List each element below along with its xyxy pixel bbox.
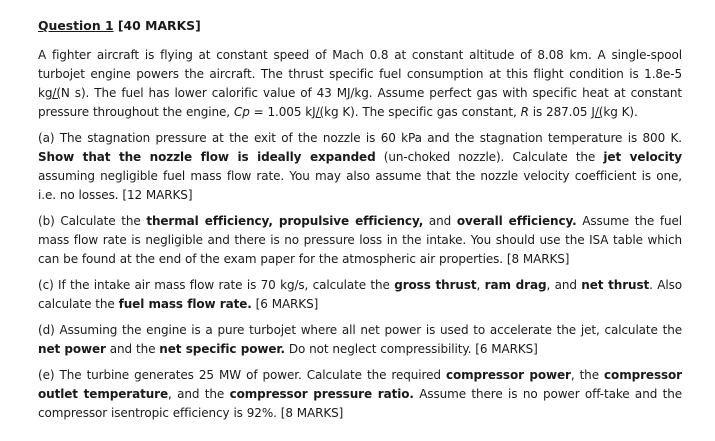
text-run: ,: [476, 278, 485, 292]
text-run: assuming negligible fuel mass flow rate. You may also assume that the nozzle velocity coefficient is one, i.e. no losses. [12 MARKS]: [38, 169, 682, 202]
text-run: N s). The fuel has lower calorific value of 43 MJ/kg. Assume perfect gas with specific heat at constant pressure throughout the engine,: [38, 86, 682, 119]
text-run: (d) Assuming the engine is a pure turbojet where all net power is used to accelerate the jet, calculate the: [38, 323, 682, 337]
part-c-paragraph: [38, 276, 682, 314]
part-b-paragraph: [38, 212, 682, 269]
part-e-paragraph: [38, 366, 682, 423]
part-d-paragraph: [38, 321, 682, 359]
text-run: (a) The stagnation pressure at the exit of the nozzle is 60 kPa and the stagnation temperature is 800 K.: [38, 131, 682, 145]
unit-separator: /(: [315, 105, 325, 119]
bold-term: Show that the nozzle flow is ideally expanded: [38, 150, 376, 164]
text-run: , and: [546, 278, 582, 292]
text-run: and: [423, 214, 457, 228]
question-label: Question 1: [38, 18, 114, 33]
text-run: Assume there is no power off-take and the compressor isentropic efficiency is 92%. [8 MARKS]: [38, 387, 682, 420]
text-run: (un-choked nozzle). Calculate the: [375, 150, 604, 164]
text-run: [6 MARKS]: [251, 297, 319, 311]
unit-separator: /(: [52, 86, 61, 100]
bold-term: jet velocity: [603, 150, 682, 164]
bold-term: compressor pressure ratio.: [229, 387, 414, 401]
text-run: Do not neglect compressibility. [6 MARKS]: [284, 342, 538, 356]
text-run: (e) The turbine generates 25 MW of power. Calculate the required: [38, 368, 446, 382]
text-run: kg K). The specific gas constant,: [324, 105, 521, 119]
bold-term: compressor outlet temperature: [38, 368, 682, 401]
text-run: , the: [570, 368, 605, 382]
bold-term: net specific power.: [159, 342, 285, 356]
text-run: , and the: [168, 387, 230, 401]
text-run: Assume the fuel mass flow rate is negligible and there is no pressure loss in the intake. You should use the ISA table which can be found at the end of the exam paper for the atmospheric air properties. [8 MARKS]: [38, 214, 682, 266]
text-run: kg K).: [603, 105, 638, 119]
unit-separator: /(: [594, 105, 604, 119]
bold-term: fuel mass flow rate.: [118, 297, 252, 311]
text-run: = 1.005 kJ: [249, 105, 316, 119]
bold-term: overall efficiency.: [456, 214, 577, 228]
bold-term: ram drag: [484, 278, 547, 292]
text-run: . Also calculate the: [38, 278, 683, 311]
bold-term: net thrust: [581, 278, 650, 292]
question-title: [38, 17, 682, 34]
intro-paragraph: [38, 46, 682, 122]
bold-term: compressor power: [445, 368, 571, 382]
bold-term: gross thrust: [394, 278, 477, 292]
text-run: (b) Calculate the: [38, 214, 147, 228]
text-run: and the: [105, 342, 160, 356]
text-run: is 287.05 J: [528, 105, 595, 119]
bold-term: net power: [38, 342, 106, 356]
symbol: Cp: [233, 105, 250, 119]
text-run: A fighter aircraft is flying at constant speed of Mach 0.8 at constant altitude of 8.08 km. A single-spool turbojet engine powers the aircraft. The thrust specific fuel consumption at this flight condition is 1.8e-5 kg: [38, 48, 682, 100]
text-run: (c) If the intake air mass flow rate is 70 kg/s, calculate the: [38, 278, 395, 292]
symbol: R: [520, 105, 529, 119]
part-a-paragraph: [38, 129, 682, 205]
bold-term: thermal efficiency, propulsive efficiency,: [146, 214, 424, 228]
question-marks: [40 MARKS]: [113, 18, 201, 33]
